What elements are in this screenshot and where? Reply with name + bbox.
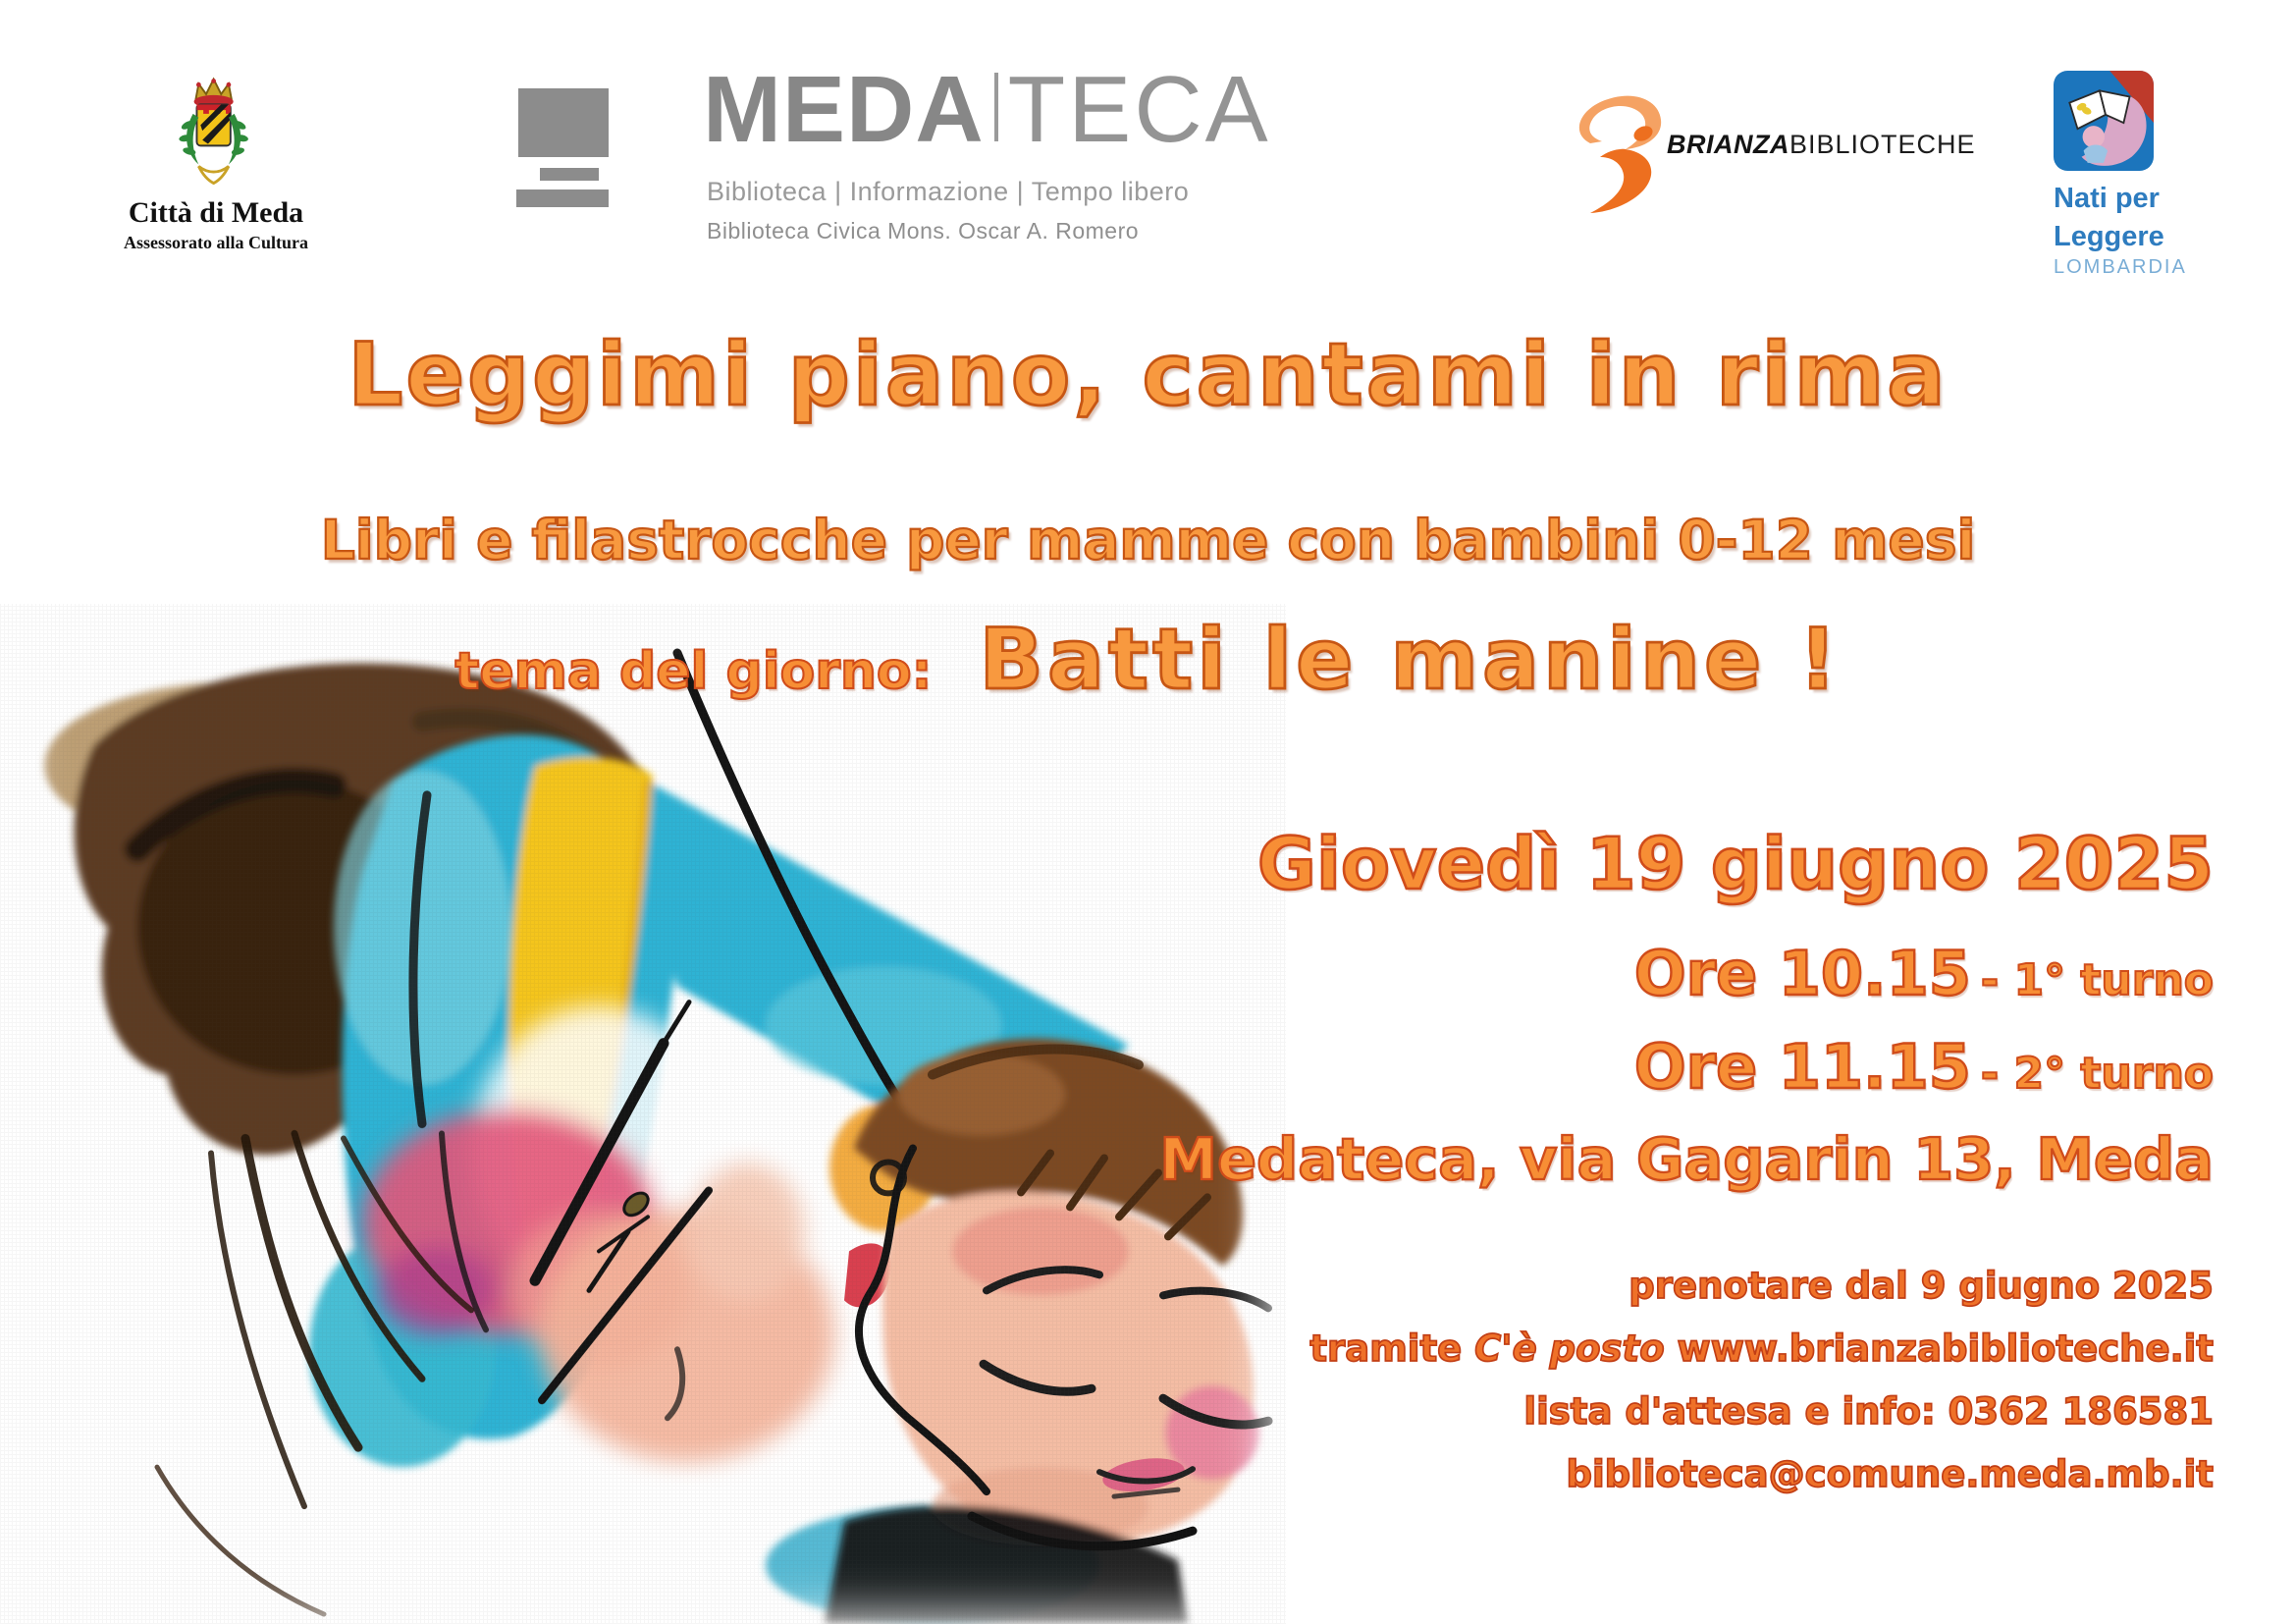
- meda-city-name: Città di Meda: [128, 196, 304, 229]
- theme-row: [0, 611, 2296, 709]
- session-2-time: Ore 11.15: [1633, 1031, 1971, 1103]
- note-via-platform: C'è posto: [1474, 1327, 1665, 1370]
- medateca-word-light: TECA: [1007, 57, 1271, 162]
- brianza-word-light: BIBLIOTECHE: [1789, 130, 1976, 159]
- event-location: Medateca, via Gagarin 13, Meda: [1159, 1125, 2214, 1193]
- brianza-wordmark: [1667, 130, 1976, 160]
- note-via-line: [1309, 1318, 2214, 1380]
- brianza-logo-block: [1561, 82, 1993, 230]
- event-title: Leggimi piano, cantami in rima: [347, 324, 1949, 425]
- npl-name-line2: Leggere: [2054, 221, 2164, 252]
- session-2-note: - 2° turno: [1980, 1049, 2214, 1099]
- theme-label: tema del giorno:: [454, 642, 933, 701]
- theme-value: Batti le manine !: [979, 611, 1842, 709]
- note-via-pre: tramite: [1309, 1327, 1463, 1370]
- meda-department: Assessorato alla Cultura: [124, 233, 308, 252]
- session-row-2: [1634, 1031, 2214, 1103]
- npl-name-line1: Nati per: [2054, 183, 2160, 214]
- medateca-divider: [994, 73, 998, 141]
- brianza-swirl-icon: [1561, 82, 1669, 220]
- event-date: Giovedì 19 giugno 2025: [1256, 823, 2214, 906]
- booking-notes: [1309, 1255, 2214, 1506]
- session-1-note: - 1° turno: [1980, 955, 2214, 1005]
- note-via-url: www.brianzabiblioteche.it: [1677, 1327, 2214, 1370]
- session-row-1: [1634, 938, 2214, 1009]
- meda-logo-block: [98, 75, 334, 253]
- medateca-tagline: Biblioteca | Informazione | Tempo libero: [707, 177, 1190, 206]
- session-1-time: Ore 10.15: [1633, 938, 1971, 1009]
- note-booking: prenotare dal 9 giugno 2025: [1629, 1265, 2214, 1307]
- medateca-mark-icon: [518, 88, 613, 207]
- medateca-wordmark: [703, 57, 1271, 162]
- note-email: biblioteca@comune.meda.mb.it: [1566, 1453, 2214, 1495]
- medateca-library-name: Biblioteca Civica Mons. Oscar A. Romero: [707, 218, 1140, 244]
- medateca-word-bold: MEDA: [703, 57, 985, 162]
- meda-coat-of-arms-icon: [165, 75, 268, 190]
- mother-and-baby-watercolor-illustration: [0, 604, 1286, 1624]
- brianza-word-bold: BRIANZA: [1667, 130, 1789, 159]
- npl-region: LOMBARDIA: [2054, 256, 2187, 278]
- nati-per-leggere-logo-icon: [2054, 71, 2154, 171]
- note-waitlist: lista d'attesa e info: 0362 186581: [1523, 1390, 2214, 1433]
- nati-per-leggere-block: [2054, 71, 2250, 279]
- event-subtitle: Libri e filastrocche per mamme con bambini 0-12 mesi: [320, 509, 1976, 571]
